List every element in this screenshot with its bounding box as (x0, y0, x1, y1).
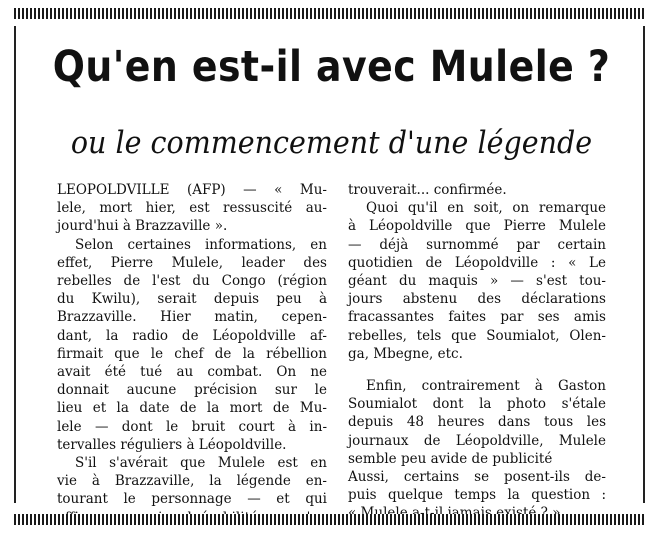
text-line: Enfin, contrairement à Gaston (366, 378, 606, 395)
text-line: LEOPOLDVILLE (AFP) — « Mu- (57, 182, 327, 198)
text-line: depuis 48 heures dans tous les (348, 414, 606, 431)
subheadline: ou le commencement d'une légende (70, 125, 593, 161)
right-column (348, 181, 606, 523)
top-border-rule (14, 8, 646, 19)
text-line: rebelles, tels que Soumialot, Olen- (348, 327, 606, 344)
text-line: à Léopoldville que Pierre Mulele (348, 218, 606, 235)
text-line: trouverait... confirmée. (348, 182, 507, 198)
text-line: puis quelque temps la question : (348, 487, 606, 504)
text-line: lieu et la date de la mort de Mu- (57, 400, 327, 417)
text-line: Quoi qu'il en soit, on remarque (366, 200, 606, 217)
text-line: Brazzaville. Hier matin, cepen- (57, 309, 327, 326)
left-column (57, 181, 327, 527)
bottom-border-rule (14, 514, 646, 525)
text-line: rebelles de l'est du Congo (région (57, 273, 327, 290)
text-line: tourant le personnage — et qui (57, 491, 327, 508)
text-line: — déjà surnommé par certain (348, 236, 606, 253)
text-line: donnait aucune précision sur le (57, 382, 327, 399)
headline: Qu'en est-il avec Mulele ? (52, 42, 611, 92)
text-line: vie à Brazzaville, la légende en- (57, 473, 327, 490)
text-line: lele, mort hier, est ressuscité au- (57, 200, 327, 217)
paragraph-gap (348, 363, 606, 377)
text-line: géant du maquis » — s'est tou- (348, 273, 606, 290)
text-line: jours abstenu des déclarations (348, 291, 606, 308)
text-line: Selon certaines informations, en (75, 236, 327, 253)
text-line: semble peu avide de publicité (348, 450, 553, 467)
text-line: quotidien de Léopoldville : « Le (348, 254, 606, 271)
text-line: du Kwilu), serait depuis peu à (57, 291, 327, 308)
text-line: dant, la radio de Léopoldville af- (57, 327, 327, 344)
text-line: ga, Mbegne, etc. (348, 345, 463, 362)
text-line: S'il s'avérait que Mulele est en (75, 455, 327, 472)
text-line: Soumialot dont la photo s'étale (348, 396, 606, 413)
text-line: lele — dont le bruit court à in- (57, 418, 327, 435)
text-line: firmait que le chef de la rébellion (57, 345, 327, 362)
text-line: Aussi, certains se posent-ils de- (348, 469, 606, 486)
text-line: fracassantes faites par ses amis (348, 309, 606, 326)
text-line: journaux de Léopoldville, Mulele (348, 432, 606, 449)
text-line: avait été tué au combat. On ne (57, 364, 327, 381)
text-line: jourd'hui à Brazzaville ». (57, 218, 228, 235)
text-line: tervalles réguliers à Léopoldville. (57, 436, 287, 453)
text-line: effet, Pierre Mulele, leader des (57, 254, 327, 271)
